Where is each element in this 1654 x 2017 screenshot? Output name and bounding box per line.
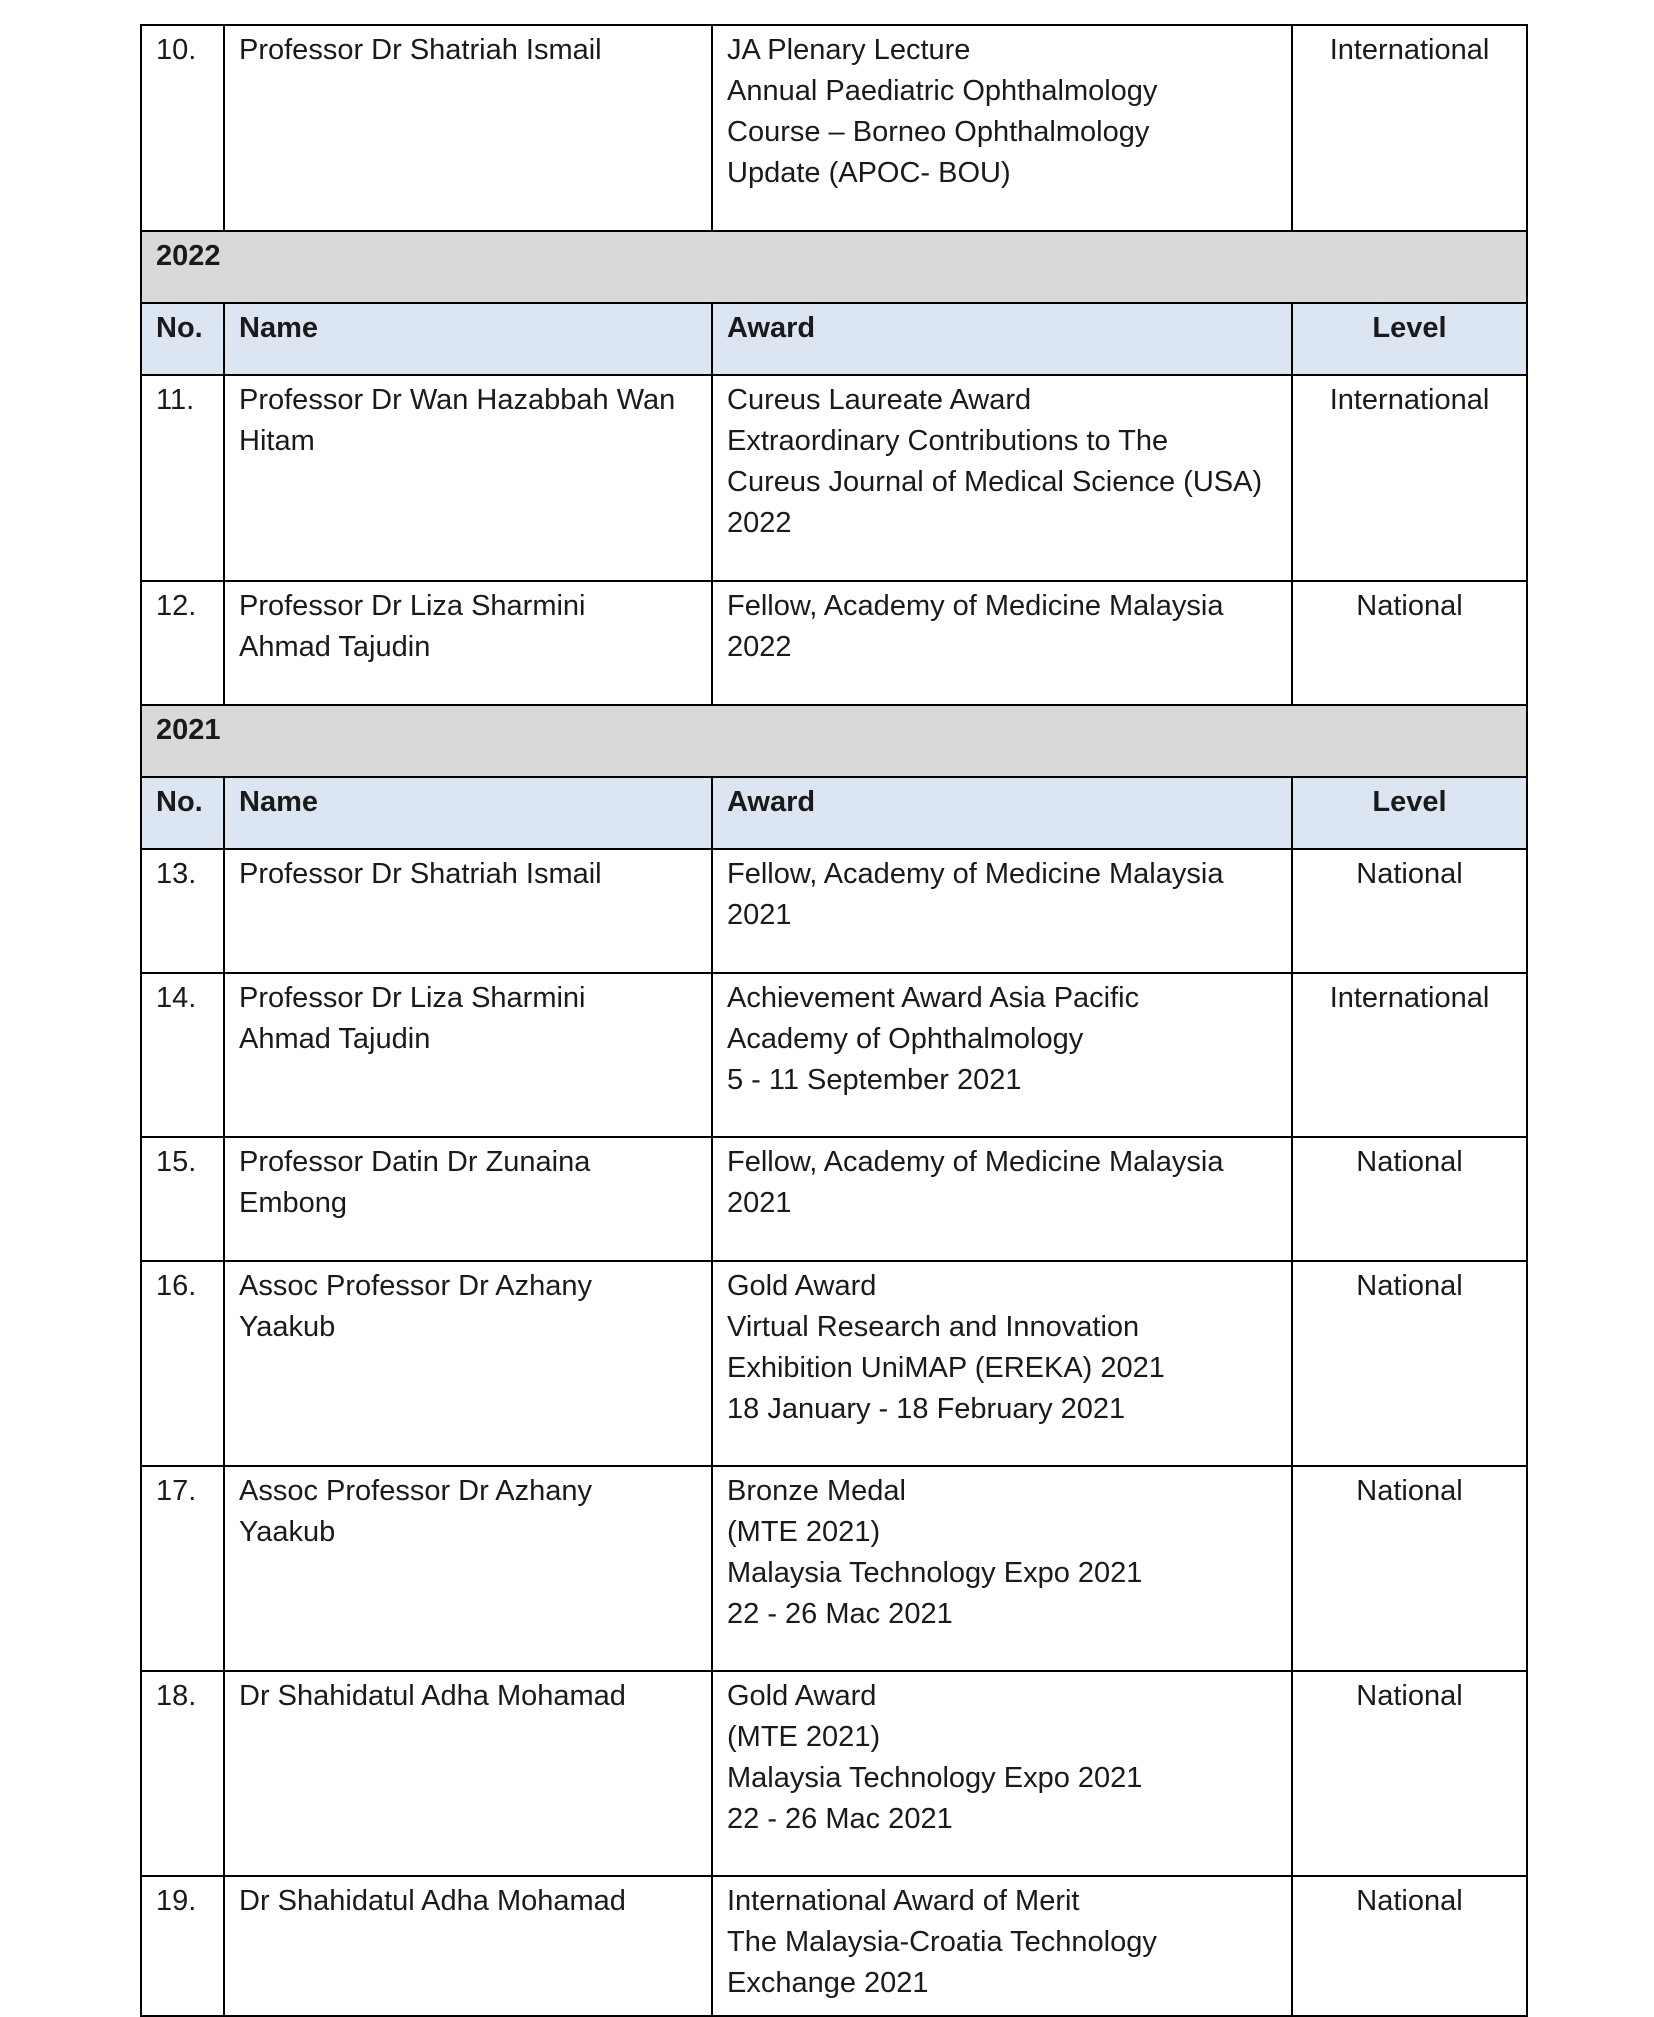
table-header-row bbox=[141, 777, 1527, 849]
header-level: Level bbox=[1292, 303, 1527, 375]
level-cell: National bbox=[1292, 1137, 1527, 1261]
recipient-name-line: Yaakub bbox=[239, 1311, 336, 1343]
award-line: Fellow, Academy of Medicine Malaysia bbox=[727, 590, 1224, 622]
award-cell bbox=[712, 25, 1292, 231]
award-line: Exchange 2021 bbox=[727, 1967, 929, 1999]
awards-table bbox=[140, 24, 1528, 2017]
row-number: 15. bbox=[141, 1137, 224, 1261]
header-award: Award bbox=[712, 303, 1292, 375]
level-cell: International bbox=[1292, 973, 1527, 1137]
level-cell: National bbox=[1292, 1261, 1527, 1466]
award-line: International Award of Merit bbox=[727, 1885, 1080, 1917]
recipient-name-line: Professor Dr Shatriah Ismail bbox=[239, 858, 602, 890]
award-cell bbox=[712, 1876, 1292, 2016]
year-section-label: 2022 bbox=[141, 231, 1527, 303]
row-number: 12. bbox=[141, 581, 224, 705]
award-line: 2022 bbox=[727, 507, 792, 539]
recipient-name-line: Embong bbox=[239, 1187, 348, 1219]
award-line: 5 - 11 September 2021 bbox=[727, 1064, 1022, 1096]
award-line: (MTE 2021) bbox=[727, 1516, 881, 1548]
award-line: 2021 bbox=[727, 899, 792, 931]
table-row bbox=[141, 25, 1527, 231]
recipient-name-cell bbox=[224, 1137, 712, 1261]
table-row bbox=[141, 375, 1527, 581]
award-cell bbox=[712, 581, 1292, 705]
recipient-name-line: Ahmad Tajudin bbox=[239, 631, 431, 663]
award-line: Gold Award bbox=[727, 1270, 877, 1302]
award-line: Bronze Medal bbox=[727, 1475, 906, 1507]
row-number: 11. bbox=[141, 375, 224, 581]
recipient-name-line: Yaakub bbox=[239, 1516, 336, 1548]
award-line: Fellow, Academy of Medicine Malaysia bbox=[727, 858, 1224, 890]
award-line: The Malaysia-Croatia Technology bbox=[727, 1926, 1157, 1958]
award-line: Extraordinary Contributions to The bbox=[727, 425, 1169, 457]
recipient-name-line: Ahmad Tajudin bbox=[239, 1023, 431, 1055]
header-name: Name bbox=[224, 303, 712, 375]
award-line: (MTE 2021) bbox=[727, 1721, 881, 1753]
table-row bbox=[141, 581, 1527, 705]
recipient-name-line: Professor Datin Dr Zunaina bbox=[239, 1146, 591, 1178]
level-cell: National bbox=[1292, 849, 1527, 973]
recipient-name-line: Professor Dr Liza Sharmini bbox=[239, 590, 586, 622]
table-row bbox=[141, 1137, 1527, 1261]
award-cell bbox=[712, 375, 1292, 581]
table-row bbox=[141, 1261, 1527, 1466]
header-no: No. bbox=[141, 777, 224, 849]
award-line: JA Plenary Lecture bbox=[727, 34, 971, 66]
header-award: Award bbox=[712, 777, 1292, 849]
recipient-name-cell bbox=[224, 1466, 712, 1671]
row-number: 18. bbox=[141, 1671, 224, 1876]
award-line: Cureus Laureate Award bbox=[727, 384, 1032, 416]
recipient-name-cell bbox=[224, 375, 712, 581]
recipient-name-cell bbox=[224, 1876, 712, 2016]
award-line: 22 - 26 Mac 2021 bbox=[727, 1598, 953, 1630]
award-line: Academy of Ophthalmology bbox=[727, 1023, 1084, 1055]
award-line: Cureus Journal of Medical Science (USA) bbox=[727, 466, 1263, 498]
year-section-row bbox=[141, 705, 1527, 777]
recipient-name-cell bbox=[224, 25, 712, 231]
header-no: No. bbox=[141, 303, 224, 375]
award-line: 2022 bbox=[727, 631, 792, 663]
table-row bbox=[141, 1671, 1527, 1876]
recipient-name-cell bbox=[224, 1671, 712, 1876]
award-line: 18 January - 18 February 2021 bbox=[727, 1393, 1126, 1425]
level-cell: National bbox=[1292, 1466, 1527, 1671]
row-number: 13. bbox=[141, 849, 224, 973]
recipient-name-line: Dr Shahidatul Adha Mohamad bbox=[239, 1680, 626, 1712]
award-cell bbox=[712, 1466, 1292, 1671]
recipient-name-line: Dr Shahidatul Adha Mohamad bbox=[239, 1885, 626, 1917]
award-cell bbox=[712, 1671, 1292, 1876]
award-line: Exhibition UniMAP (EREKA) 2021 bbox=[727, 1352, 1165, 1384]
row-number: 14. bbox=[141, 973, 224, 1137]
recipient-name-line: Professor Dr Wan Hazabbah Wan bbox=[239, 384, 676, 416]
recipient-name-line: Assoc Professor Dr Azhany bbox=[239, 1475, 592, 1507]
recipient-name-line: Professor Dr Shatriah Ismail bbox=[239, 34, 602, 66]
table-row bbox=[141, 1466, 1527, 1671]
table-header-row bbox=[141, 303, 1527, 375]
recipient-name-line: Professor Dr Liza Sharmini bbox=[239, 982, 586, 1014]
recipient-name-line: Hitam bbox=[239, 425, 315, 457]
awards-table-body bbox=[141, 25, 1527, 2016]
award-cell bbox=[712, 1261, 1292, 1466]
award-line: Malaysia Technology Expo 2021 bbox=[727, 1762, 1143, 1794]
recipient-name-cell bbox=[224, 1261, 712, 1466]
award-cell bbox=[712, 1137, 1292, 1261]
header-name: Name bbox=[224, 777, 712, 849]
award-cell bbox=[712, 973, 1292, 1137]
award-line: Annual Paediatric Ophthalmology bbox=[727, 75, 1158, 107]
recipient-name-cell bbox=[224, 849, 712, 973]
level-cell: National bbox=[1292, 1876, 1527, 2016]
year-section-row bbox=[141, 231, 1527, 303]
award-line: 2021 bbox=[727, 1187, 792, 1219]
award-line: Fellow, Academy of Medicine Malaysia bbox=[727, 1146, 1224, 1178]
award-line: Update (APOC- BOU) bbox=[727, 157, 1011, 189]
level-cell: International bbox=[1292, 25, 1527, 231]
level-cell: National bbox=[1292, 1671, 1527, 1876]
row-number: 17. bbox=[141, 1466, 224, 1671]
row-number: 19. bbox=[141, 1876, 224, 2016]
row-number: 10. bbox=[141, 25, 224, 231]
recipient-name-cell bbox=[224, 581, 712, 705]
award-line: Virtual Research and Innovation bbox=[727, 1311, 1140, 1343]
award-line: Achievement Award Asia Pacific bbox=[727, 982, 1140, 1014]
level-cell: International bbox=[1292, 375, 1527, 581]
table-row bbox=[141, 849, 1527, 973]
table-row bbox=[141, 973, 1527, 1137]
level-cell: National bbox=[1292, 581, 1527, 705]
award-line: Course – Borneo Ophthalmology bbox=[727, 116, 1150, 148]
header-level: Level bbox=[1292, 777, 1527, 849]
year-section-label: 2021 bbox=[141, 705, 1527, 777]
row-number: 16. bbox=[141, 1261, 224, 1466]
recipient-name-cell bbox=[224, 973, 712, 1137]
award-line: Malaysia Technology Expo 2021 bbox=[727, 1557, 1143, 1589]
award-line: Gold Award bbox=[727, 1680, 877, 1712]
award-cell bbox=[712, 849, 1292, 973]
table-row bbox=[141, 1876, 1527, 2016]
recipient-name-line: Assoc Professor Dr Azhany bbox=[239, 1270, 592, 1302]
award-line: 22 - 26 Mac 2021 bbox=[727, 1803, 953, 1835]
